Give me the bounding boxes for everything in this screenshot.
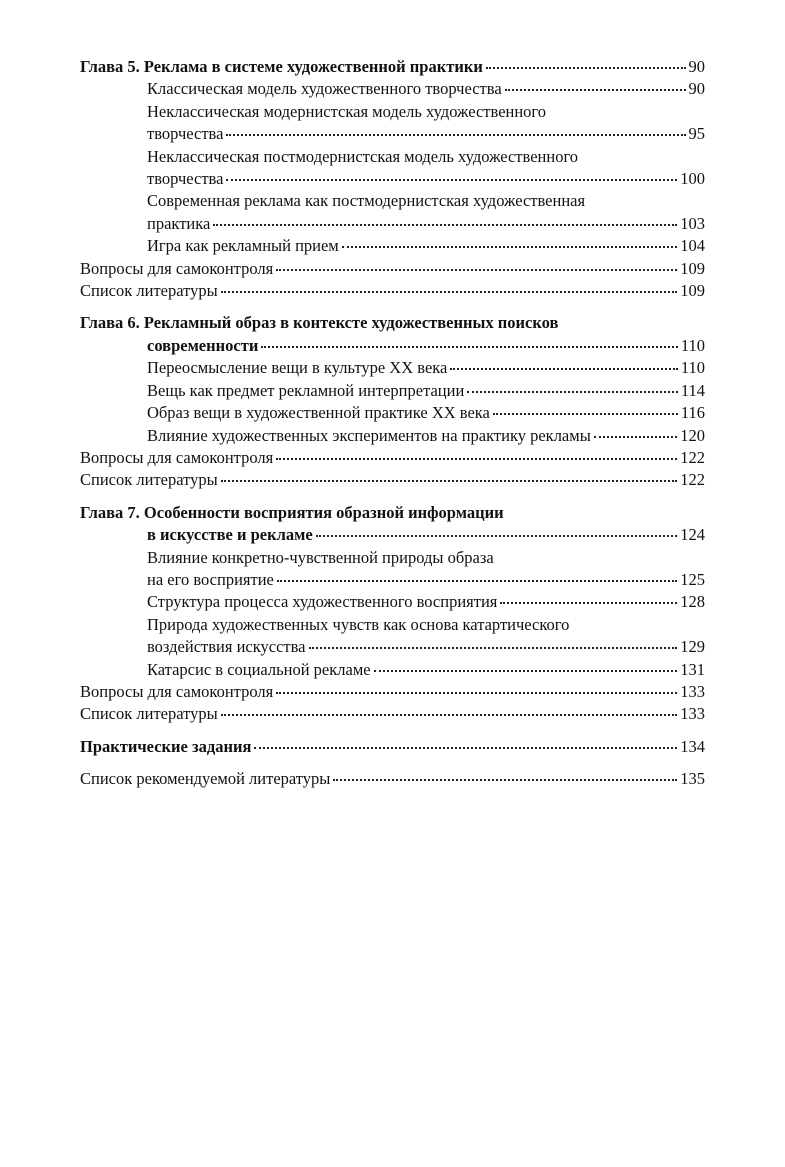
section-gap	[80, 302, 705, 312]
toc-page-number: 124	[680, 525, 705, 545]
toc-page-number: 128	[680, 592, 705, 612]
toc-item[interactable]	[80, 235, 705, 257]
toc-title: Влияние художественных экспериментов на практику рекламы	[147, 425, 591, 445]
toc-title-line-1: Влияние конкретно-чувственной природы образа	[147, 547, 494, 567]
toc-page-number: 109	[680, 281, 705, 301]
toc-title-line-1: Неклассическая постмодернистская модель художественного	[147, 146, 579, 166]
dot-leader	[213, 216, 677, 226]
dot-leader	[221, 283, 678, 293]
toc-page-number: 129	[680, 637, 705, 657]
dot-leader	[486, 59, 686, 69]
toc-title: Список рекомендуемой литературы	[80, 769, 331, 789]
dot-leader	[261, 338, 678, 348]
dot-leader	[374, 662, 678, 672]
toc-page-number: 116	[680, 403, 705, 423]
dot-leader	[221, 706, 678, 716]
toc-page-number: 109	[680, 258, 705, 278]
toc-title: Классическая модель художественного творчества	[147, 79, 502, 99]
toc-item[interactable]	[80, 659, 705, 681]
toc-page-number: 125	[680, 569, 705, 589]
toc-title-line-2: современности	[147, 335, 259, 355]
toc-item[interactable]	[80, 425, 705, 447]
section-gap	[80, 726, 705, 736]
toc-page-number: 122	[680, 470, 705, 490]
toc-page-number: 95	[688, 124, 705, 144]
toc-item[interactable]	[80, 78, 705, 100]
toc-page-number: 131	[680, 659, 705, 679]
toc-page-number: 103	[680, 213, 705, 233]
dot-leader	[333, 771, 677, 781]
toc-page-number: 110	[680, 358, 705, 378]
dot-leader	[493, 405, 678, 415]
toc-page-number: 135	[680, 769, 705, 789]
toc-title: Вещь как предмет рекламной интерпретации	[147, 380, 465, 400]
toc-item[interactable]	[80, 146, 705, 191]
toc-title: Глава 5. Реклама в системе художественной практики	[80, 57, 483, 76]
toc-title-line-2: на его восприятие	[147, 569, 274, 589]
toc-title: Список литературы	[80, 281, 218, 301]
dot-leader	[221, 472, 678, 482]
toc-questions[interactable]	[80, 258, 705, 280]
toc-item[interactable]	[80, 614, 705, 659]
dot-leader	[316, 527, 678, 537]
toc-title-line-1: Глава 6. Рекламный образ в контексте художественных поисков	[80, 313, 559, 333]
dot-leader	[594, 428, 677, 438]
toc-title: Образ вещи в художественной практике XX века	[147, 403, 490, 423]
toc-title: Вопросы для самоконтроля	[80, 681, 274, 701]
dot-leader	[500, 594, 677, 604]
dot-leader	[226, 171, 677, 181]
toc-title: Вопросы для самоконтроля	[80, 447, 274, 467]
dot-leader	[226, 126, 685, 136]
section-gap	[80, 758, 705, 768]
toc-literature[interactable]	[80, 469, 705, 491]
toc-literature[interactable]	[80, 280, 705, 302]
toc-title: Структура процесса художественного восприятия	[147, 592, 498, 612]
toc-item[interactable]	[80, 547, 705, 592]
toc-page-number: 122	[680, 447, 705, 467]
toc-questions[interactable]	[80, 681, 705, 703]
toc-title-line-2: в искусстве и рекламе	[147, 525, 313, 545]
toc-page-number: 100	[680, 169, 705, 189]
toc-title-line-2: воздействия искусства	[147, 637, 306, 657]
toc-item[interactable]	[80, 402, 705, 424]
toc-item[interactable]	[80, 380, 705, 402]
toc-title-line-1: Современная реклама как постмодернистская художественная	[147, 191, 586, 211]
dot-leader	[309, 639, 678, 649]
toc-title-line-2: творчества	[147, 124, 224, 144]
dot-leader	[467, 383, 678, 393]
toc-chapter-7[interactable]	[80, 502, 705, 547]
dot-leader	[277, 572, 677, 582]
toc-page-number: 114	[680, 380, 705, 400]
toc-title: Практические задания	[80, 736, 252, 756]
toc-title: Список литературы	[80, 470, 218, 490]
toc-item[interactable]	[80, 101, 705, 146]
toc-chapter-5[interactable]	[80, 56, 705, 78]
toc-item[interactable]	[80, 357, 705, 379]
toc-practical-tasks[interactable]	[80, 736, 705, 758]
toc-title-line-1: Природа художественных чувств как основа катартического	[147, 614, 570, 634]
toc-page-number: 90	[688, 79, 705, 99]
toc-title: Вопросы для самоконтроля	[80, 258, 274, 278]
dot-leader	[276, 684, 677, 694]
section-gap	[80, 492, 705, 502]
toc-page-number: 90	[688, 57, 705, 76]
toc-literature[interactable]	[80, 703, 705, 725]
toc-page-number: 134	[680, 736, 705, 756]
toc-questions[interactable]	[80, 447, 705, 469]
toc-page-number: 104	[680, 236, 705, 256]
toc-title-line-2: практика	[147, 213, 211, 233]
toc-item[interactable]	[80, 190, 705, 235]
dot-leader	[505, 81, 686, 91]
toc-page-number: 120	[680, 425, 705, 445]
dot-leader	[342, 238, 678, 248]
dot-leader	[254, 739, 677, 749]
dot-leader	[276, 450, 677, 460]
toc-page-number: 133	[680, 681, 705, 701]
toc-page-number: 110	[680, 335, 705, 355]
dot-leader	[276, 261, 677, 271]
toc-recommended-literature[interactable]	[80, 768, 705, 790]
toc-title: Игра как рекламный прием	[147, 236, 339, 256]
toc-title: Катарсис в социальной рекламе	[147, 659, 371, 679]
dot-leader	[450, 360, 678, 370]
table-of-contents	[80, 56, 705, 791]
toc-title: Список литературы	[80, 704, 218, 724]
toc-title: Переосмысление вещи в культуре XX века	[147, 358, 448, 378]
toc-title-line-2: творчества	[147, 169, 224, 189]
toc-page-number: 133	[680, 704, 705, 724]
toc-title-line-1: Неклассическая модернистская модель художественного	[147, 101, 547, 121]
toc-item[interactable]	[80, 591, 705, 613]
toc-chapter-6[interactable]	[80, 312, 705, 357]
toc-title-line-1: Глава 7. Особенности восприятия образной информации	[80, 502, 504, 522]
